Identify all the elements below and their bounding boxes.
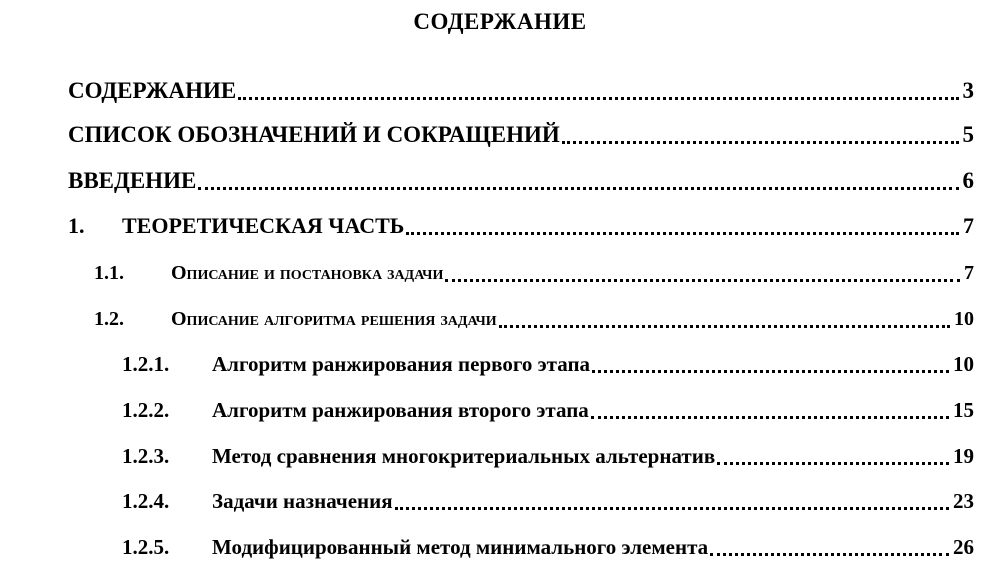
toc-entry-page: 5 — [962, 122, 974, 147]
toc-entry-number: 1.2.5. — [122, 535, 170, 559]
toc-entry-number: 1.2.2. — [122, 398, 170, 422]
toc-entry-page: 7 — [964, 262, 974, 284]
toc-entry-number: 1.1. — [94, 262, 124, 284]
page-title: СОДЕРЖАНИЕ — [413, 9, 587, 34]
toc-entry-page: 15 — [953, 398, 974, 422]
toc-entry-number: 1.2. — [94, 308, 124, 330]
toc-dot-leader — [592, 370, 949, 373]
toc-entry-label: Алгоритм ранжирования первого этапа — [212, 352, 591, 376]
toc-entry-1-2[interactable] — [0, 304, 1000, 334]
toc-dot-leader — [562, 141, 959, 144]
toc-entry-label: Описание алгоритма решения задачи — [171, 308, 497, 330]
toc-entry-label: Модифицированный метод минимального элемента — [212, 535, 709, 559]
toc-entry-page: 7 — [963, 213, 974, 238]
toc-dot-leader — [198, 187, 958, 190]
toc-entry-1-1[interactable] — [0, 258, 1000, 288]
toc-entry-label: Задачи назначения — [212, 489, 393, 513]
toc-entry-page: 10 — [954, 308, 974, 330]
toc-entry-1-2-5[interactable] — [0, 532, 1000, 562]
toc-entry-page: 3 — [962, 78, 974, 103]
toc-entry-label: Метод сравнения многокритериальных альтернатив — [212, 444, 716, 468]
toc-entry-page: 10 — [953, 352, 974, 376]
toc-entry-page: 6 — [962, 168, 974, 193]
toc-entry-number: 1.2.4. — [122, 489, 170, 513]
toc-dot-leader — [591, 416, 949, 419]
toc-entry-1-2-1[interactable] — [0, 349, 1000, 379]
toc-entry-label: ТЕОРЕТИЧЕСКАЯ ЧАСТЬ — [122, 213, 405, 238]
toc-entry-contents[interactable] — [0, 76, 1000, 106]
toc-dot-leader — [395, 507, 949, 510]
toc-entry-number: 1. — [68, 213, 85, 238]
toc-entry-label: СПИСОК ОБОЗНАЧЕНИЙ И СОКРАЩЕНИЙ — [68, 122, 560, 147]
toc-entry-introduction[interactable] — [0, 166, 1000, 196]
toc-entry-page: 19 — [953, 444, 974, 468]
toc-entry-1-2-2[interactable] — [0, 395, 1000, 425]
toc-entry-label: Описание и постановка задачи — [171, 262, 444, 284]
toc-dot-leader — [710, 553, 949, 556]
toc-dot-leader — [406, 232, 959, 235]
toc-entry-label: ВВЕДЕНИЕ — [68, 168, 197, 193]
toc-entry-label: СОДЕРЖАНИЕ — [68, 78, 237, 103]
toc-entry-label: Алгоритм ранжирования второго этапа — [212, 398, 589, 422]
toc-entry-1-2-3[interactable] — [0, 441, 1000, 471]
toc-entry-abbreviations[interactable] — [0, 120, 1000, 150]
toc-entry-number: 1.2.1. — [122, 352, 170, 376]
toc-entry-theory[interactable] — [0, 211, 1000, 241]
toc-entry-page: 23 — [953, 489, 974, 513]
toc-entry-number: 1.2.3. — [122, 444, 170, 468]
toc-dot-leader — [499, 325, 950, 328]
toc-entry-1-2-4[interactable] — [0, 486, 1000, 516]
toc-entry-page: 26 — [953, 535, 974, 559]
toc-dot-leader — [238, 97, 958, 100]
toc-dot-leader — [717, 462, 949, 465]
toc-dot-leader — [445, 279, 960, 282]
